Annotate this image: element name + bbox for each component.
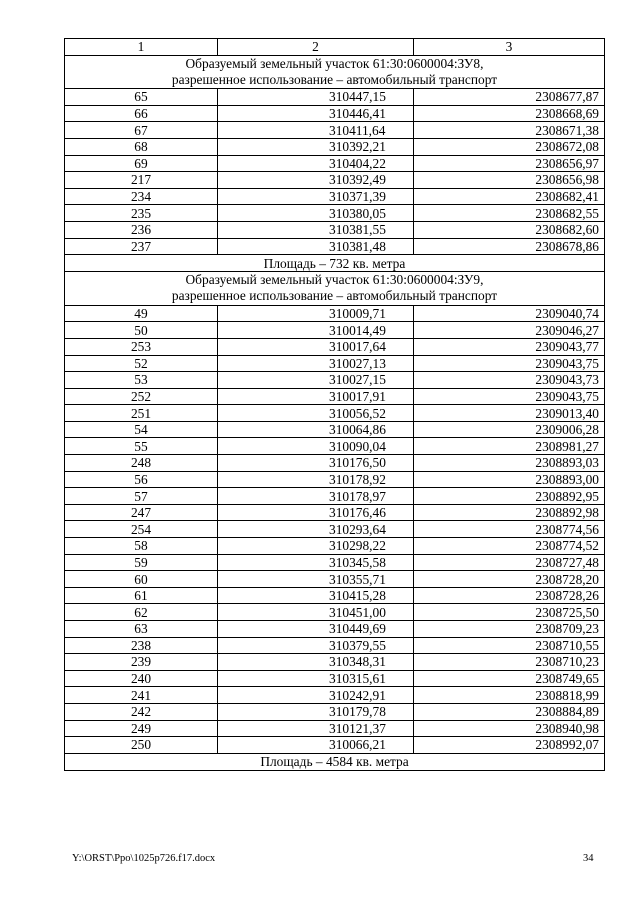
point-number-cell: 240 xyxy=(65,670,218,687)
y-coordinate-cell: 2308893,03 xyxy=(414,455,605,472)
x-coordinate-cell: 310121,37 xyxy=(218,720,414,737)
point-number-cell: 241 xyxy=(65,687,218,704)
x-coordinate-cell: 310090,04 xyxy=(218,438,414,455)
y-coordinate-cell: 2308671,38 xyxy=(414,122,605,139)
table-row xyxy=(65,604,605,621)
x-coordinate-cell: 310056,52 xyxy=(218,405,414,422)
y-coordinate-cell: 2308940,98 xyxy=(414,720,605,737)
point-number-cell: 254 xyxy=(65,521,218,538)
table-row xyxy=(65,89,605,106)
table-row xyxy=(65,687,605,704)
table-row xyxy=(65,654,605,671)
x-coordinate-cell: 310176,46 xyxy=(218,504,414,521)
table-row xyxy=(65,388,605,405)
x-coordinate-cell: 310404,22 xyxy=(218,155,414,172)
x-coordinate-cell: 310392,49 xyxy=(218,172,414,189)
y-coordinate-cell: 2308668,69 xyxy=(414,105,605,122)
y-coordinate-cell: 2309043,75 xyxy=(414,355,605,372)
y-coordinate-cell: 2308672,08 xyxy=(414,138,605,155)
point-number-cell: 68 xyxy=(65,138,218,155)
y-coordinate-cell: 2308678,86 xyxy=(414,238,605,255)
x-coordinate-cell: 310348,31 xyxy=(218,654,414,671)
x-coordinate-cell: 310027,15 xyxy=(218,372,414,389)
y-coordinate-cell: 2308656,97 xyxy=(414,155,605,172)
table-row xyxy=(65,155,605,172)
table-row xyxy=(65,188,605,205)
section-heading-row xyxy=(65,272,605,306)
point-number-cell: 53 xyxy=(65,372,218,389)
y-coordinate-cell: 2308682,41 xyxy=(414,188,605,205)
area-text: Площадь – 732 кв. метра xyxy=(65,255,605,272)
point-number-cell: 238 xyxy=(65,637,218,654)
x-coordinate-cell: 310345,58 xyxy=(218,554,414,571)
x-coordinate-cell: 310379,55 xyxy=(218,637,414,654)
y-coordinate-cell: 2308725,50 xyxy=(414,604,605,621)
coordinates-table xyxy=(64,38,605,771)
y-coordinate-cell: 2308981,27 xyxy=(414,438,605,455)
point-number-cell: 61 xyxy=(65,587,218,604)
table-row xyxy=(65,637,605,654)
point-number-cell: 252 xyxy=(65,388,218,405)
point-number-cell: 66 xyxy=(65,105,218,122)
x-coordinate-cell: 310176,50 xyxy=(218,455,414,472)
y-coordinate-cell: 2309046,27 xyxy=(414,322,605,339)
x-coordinate-cell: 310298,22 xyxy=(218,538,414,555)
footer-page-number: 34 xyxy=(583,853,594,864)
y-coordinate-cell: 2308710,55 xyxy=(414,637,605,654)
table-row xyxy=(65,703,605,720)
point-number-cell: 57 xyxy=(65,488,218,505)
point-number-cell: 239 xyxy=(65,654,218,671)
table-row xyxy=(65,421,605,438)
table-row xyxy=(65,305,605,322)
point-number-cell: 59 xyxy=(65,554,218,571)
y-coordinate-cell: 2308682,60 xyxy=(414,221,605,238)
y-coordinate-cell: 2308677,87 xyxy=(414,89,605,106)
section-heading-line: Образуемый земельный участок 61:30:0600004:ЗУ9, xyxy=(185,272,484,288)
x-coordinate-cell: 310179,78 xyxy=(218,703,414,720)
y-coordinate-cell: 2308892,95 xyxy=(414,488,605,505)
y-coordinate-cell: 2308728,20 xyxy=(414,571,605,588)
section-heading xyxy=(65,272,605,306)
x-coordinate-cell: 310178,97 xyxy=(218,488,414,505)
area-row xyxy=(65,255,605,272)
y-coordinate-cell: 2308992,07 xyxy=(414,737,605,754)
y-coordinate-cell: 2309043,77 xyxy=(414,338,605,355)
point-number-cell: 55 xyxy=(65,438,218,455)
table-row xyxy=(65,571,605,588)
table-row xyxy=(65,504,605,521)
x-coordinate-cell: 310446,41 xyxy=(218,105,414,122)
section-heading-line: разрешенное использование – автомобильный транспорт xyxy=(171,288,498,304)
y-coordinate-cell: 2308728,26 xyxy=(414,587,605,604)
x-coordinate-cell: 310315,61 xyxy=(218,670,414,687)
point-number-cell: 54 xyxy=(65,421,218,438)
table-row xyxy=(65,521,605,538)
area-row xyxy=(65,753,605,770)
header-col-3: 3 xyxy=(414,39,605,56)
point-number-cell: 69 xyxy=(65,155,218,172)
section-heading-line: разрешенное использование – автомобильный транспорт xyxy=(171,71,498,87)
x-coordinate-cell: 310014,49 xyxy=(218,322,414,339)
point-number-cell: 50 xyxy=(65,322,218,339)
point-number-cell: 242 xyxy=(65,703,218,720)
x-coordinate-cell: 310447,15 xyxy=(218,89,414,106)
y-coordinate-cell: 2308892,98 xyxy=(414,504,605,521)
table-header-row xyxy=(65,39,605,56)
x-coordinate-cell: 310017,91 xyxy=(218,388,414,405)
point-number-cell: 65 xyxy=(65,89,218,106)
table-row xyxy=(65,488,605,505)
point-number-cell: 251 xyxy=(65,405,218,422)
point-number-cell: 234 xyxy=(65,188,218,205)
table-row xyxy=(65,720,605,737)
table-row xyxy=(65,405,605,422)
table-row xyxy=(65,471,605,488)
table-row xyxy=(65,554,605,571)
section-heading xyxy=(65,55,605,89)
y-coordinate-cell: 2308710,23 xyxy=(414,654,605,671)
y-coordinate-cell: 2308709,23 xyxy=(414,621,605,638)
point-number-cell: 58 xyxy=(65,538,218,555)
point-number-cell: 60 xyxy=(65,571,218,588)
x-coordinate-cell: 310411,64 xyxy=(218,122,414,139)
y-coordinate-cell: 2308727,48 xyxy=(414,554,605,571)
y-coordinate-cell: 2309043,75 xyxy=(414,388,605,405)
x-coordinate-cell: 310066,21 xyxy=(218,737,414,754)
x-coordinate-cell: 310371,39 xyxy=(218,188,414,205)
header-col-2: 2 xyxy=(218,39,414,56)
point-number-cell: 248 xyxy=(65,455,218,472)
point-number-cell: 247 xyxy=(65,504,218,521)
table-row xyxy=(65,438,605,455)
point-number-cell: 236 xyxy=(65,221,218,238)
x-coordinate-cell: 310380,05 xyxy=(218,205,414,222)
x-coordinate-cell: 310381,48 xyxy=(218,238,414,255)
y-coordinate-cell: 2309043,73 xyxy=(414,372,605,389)
footer-file-path: Y:\ORST\Ppo\1025p726.f17.docx xyxy=(72,853,216,864)
table-row xyxy=(65,238,605,255)
x-coordinate-cell: 310017,64 xyxy=(218,338,414,355)
y-coordinate-cell: 2308774,52 xyxy=(414,538,605,555)
point-number-cell: 49 xyxy=(65,305,218,322)
point-number-cell: 237 xyxy=(65,238,218,255)
y-coordinate-cell: 2308774,56 xyxy=(414,521,605,538)
point-number-cell: 235 xyxy=(65,205,218,222)
point-number-cell: 56 xyxy=(65,471,218,488)
x-coordinate-cell: 310392,21 xyxy=(218,138,414,155)
point-number-cell: 63 xyxy=(65,621,218,638)
y-coordinate-cell: 2308884,89 xyxy=(414,703,605,720)
x-coordinate-cell: 310381,55 xyxy=(218,221,414,238)
table-row xyxy=(65,455,605,472)
y-coordinate-cell: 2308893,00 xyxy=(414,471,605,488)
coordinates-table-body xyxy=(65,39,605,771)
point-number-cell: 67 xyxy=(65,122,218,139)
header-col-1: 1 xyxy=(65,39,218,56)
x-coordinate-cell: 310064,86 xyxy=(218,421,414,438)
table-row xyxy=(65,338,605,355)
x-coordinate-cell: 310415,28 xyxy=(218,587,414,604)
table-row xyxy=(65,355,605,372)
section-heading-row xyxy=(65,55,605,89)
section-heading-line: Образуемый земельный участок 61:30:0600004:ЗУ8, xyxy=(185,55,484,71)
table-row xyxy=(65,105,605,122)
area-text: Площадь – 4584 кв. метра xyxy=(65,753,605,770)
y-coordinate-cell: 2308818,99 xyxy=(414,687,605,704)
table-row xyxy=(65,372,605,389)
x-coordinate-cell: 310293,64 xyxy=(218,521,414,538)
table-row xyxy=(65,737,605,754)
x-coordinate-cell: 310178,92 xyxy=(218,471,414,488)
table-row xyxy=(65,621,605,638)
x-coordinate-cell: 310449,69 xyxy=(218,621,414,638)
table-row xyxy=(65,670,605,687)
y-coordinate-cell: 2308749,65 xyxy=(414,670,605,687)
x-coordinate-cell: 310027,13 xyxy=(218,355,414,372)
table-row xyxy=(65,221,605,238)
point-number-cell: 62 xyxy=(65,604,218,621)
table-row xyxy=(65,138,605,155)
y-coordinate-cell: 2309013,40 xyxy=(414,405,605,422)
table-row xyxy=(65,587,605,604)
table-row xyxy=(65,322,605,339)
x-coordinate-cell: 310355,71 xyxy=(218,571,414,588)
table-row xyxy=(65,205,605,222)
table-row xyxy=(65,122,605,139)
point-number-cell: 217 xyxy=(65,172,218,189)
point-number-cell: 253 xyxy=(65,338,218,355)
point-number-cell: 250 xyxy=(65,737,218,754)
y-coordinate-cell: 2309040,74 xyxy=(414,305,605,322)
y-coordinate-cell: 2308682,55 xyxy=(414,205,605,222)
point-number-cell: 249 xyxy=(65,720,218,737)
x-coordinate-cell: 310242,91 xyxy=(218,687,414,704)
point-number-cell: 52 xyxy=(65,355,218,372)
table-row xyxy=(65,538,605,555)
y-coordinate-cell: 2309006,28 xyxy=(414,421,605,438)
y-coordinate-cell: 2308656,98 xyxy=(414,172,605,189)
x-coordinate-cell: 310009,71 xyxy=(218,305,414,322)
table-row xyxy=(65,172,605,189)
x-coordinate-cell: 310451,00 xyxy=(218,604,414,621)
